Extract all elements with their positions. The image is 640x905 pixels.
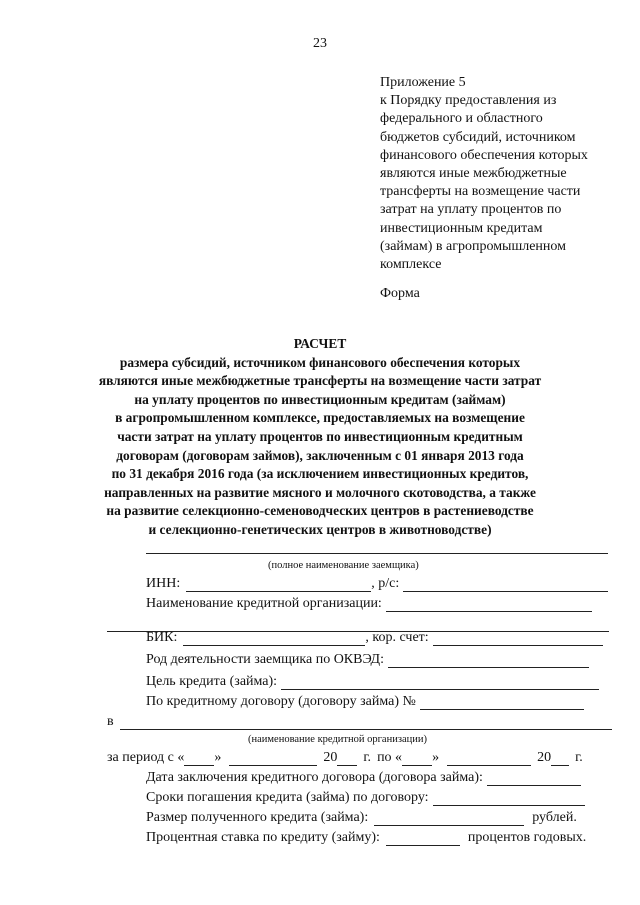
bik-label: БИК: [146, 630, 178, 645]
year-prefix-end: 20 [537, 750, 552, 765]
period-start-month-field[interactable] [229, 752, 317, 766]
purpose-field[interactable] [281, 676, 599, 690]
rate-label: Процентная ставка по кредиту (займу): [146, 830, 380, 845]
repayment-field[interactable] [433, 792, 585, 806]
rate-unit: процентов годовых. [467, 830, 587, 845]
period-end-month-field[interactable] [447, 752, 531, 766]
okved-field[interactable] [388, 654, 589, 668]
appendix-line: финансового обеспечения которых [380, 147, 588, 163]
appendix-block [380, 74, 620, 274]
amount-label: Размер полученного кредита (займа): [146, 810, 369, 825]
appendix-line: трансферты на возмещение части [380, 184, 581, 200]
contract-date-field[interactable] [487, 772, 581, 786]
appendix-line: к Порядку предоставления из [380, 93, 557, 109]
inn-label: ИНН: [146, 576, 181, 591]
period-start-year-field[interactable] [337, 752, 357, 766]
document-title [0, 335, 640, 540]
purpose-label: Цель кредита (займа): [146, 674, 278, 689]
quote-close-end: » [432, 750, 440, 765]
title-line: на уплату процентов по инвестиционным кредитам (займам) [134, 391, 506, 407]
account-field[interactable] [403, 578, 608, 592]
contract-date-label: Дата заключения кредитного договора (договора займа): [146, 770, 483, 785]
amount-unit: рублей. [532, 810, 577, 825]
year-suffix-end: г. [575, 750, 583, 765]
appendix-line: бюджетов субсидий, источником [380, 129, 576, 145]
period-prefix: за период с « [107, 750, 185, 765]
amount-field[interactable] [374, 812, 524, 826]
title-heading: РАСЧЕТ [293, 336, 347, 351]
appendix-line: Приложение 5 [380, 75, 466, 90]
title-line: в агропромышленном комплексе, предоставляемых на возмещение [115, 410, 525, 426]
contract-label: По кредитному договору (договору займа) № [146, 694, 416, 709]
contract-number-field[interactable] [420, 696, 584, 710]
credit-org-name-field[interactable] [120, 716, 612, 730]
title-line: размера субсидий, источником финансового обеспечения которых [119, 354, 521, 370]
title-line: и селекционно-генетических центров в животноводстве) [148, 521, 492, 537]
appendix-line: комплексе [380, 257, 442, 273]
year-suffix: г. [363, 750, 372, 765]
appendix-line: инвестиционным кредитам [380, 220, 543, 236]
appendix-line: являются иные межбюджетные [380, 166, 567, 182]
title-line: договорам (договорам займов), заключенным с 01 января 2013 года [116, 447, 524, 463]
title-line: являются иные межбюджетные трансферты на возмещение части затрат [98, 373, 542, 389]
corr-account-label: , кор. счет: [365, 630, 429, 645]
quote-close: » [214, 750, 222, 765]
repayment-label: Сроки погашения кредита (займа) по договору: [146, 790, 429, 805]
borrower-caption: (полное наименование заемщика) [268, 560, 419, 571]
okved-label: Род деятельности заемщика по ОКВЭД: [146, 652, 384, 667]
page-number: 23 [313, 36, 327, 51]
title-line: направленных на развитие мясного и молочного скотоводства, а также [104, 484, 536, 500]
title-line: по 31 декабря 2016 года (за исключением инвестиционных кредитов, [111, 466, 529, 482]
in-label: в [107, 714, 114, 729]
borrower-name-field[interactable] [146, 540, 608, 554]
period-end-year-field[interactable] [551, 752, 569, 766]
credit-org-field[interactable] [386, 598, 592, 612]
corr-account-field[interactable] [433, 632, 603, 646]
period-start-day-field[interactable] [184, 752, 214, 766]
appendix-line: федерального и областного [380, 111, 543, 127]
appendix-line: (займам) в агропромышленном [380, 238, 567, 254]
period-end-day-field[interactable] [402, 752, 432, 766]
title-line: на развитие селекционно-семеноводческих центров в растениеводстве [106, 503, 534, 519]
appendix-line: затрат на уплату процентов по [380, 202, 562, 218]
credit-org-caption: (наименование кредитной организации) [248, 734, 427, 745]
bik-field[interactable] [183, 632, 365, 646]
form-label: Форма [380, 286, 420, 301]
year-prefix: 20 [323, 750, 338, 765]
account-label: , р/с: [371, 576, 400, 591]
rate-field[interactable] [386, 832, 460, 846]
title-line: части затрат на уплату процентов по инвестиционным кредитным [117, 428, 523, 444]
credit-org-label: Наименование кредитной организации: [146, 596, 382, 611]
to-label: по « [377, 750, 403, 765]
inn-field[interactable] [186, 578, 371, 592]
